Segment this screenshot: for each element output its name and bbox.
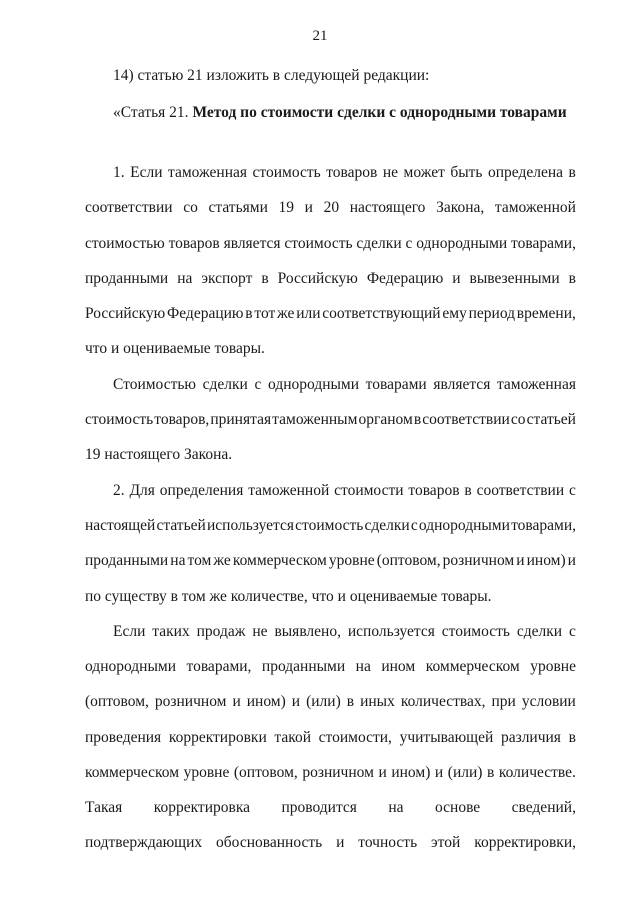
word: однородными	[418, 517, 510, 534]
word: с	[569, 623, 576, 640]
text-line: что и оцениваемые товары.	[85, 340, 265, 357]
word: 19	[278, 199, 295, 216]
word: ему	[442, 305, 467, 322]
word: используется	[347, 623, 435, 640]
word: в	[568, 270, 576, 287]
word: 2.	[113, 482, 125, 499]
word: однородными	[416, 235, 508, 252]
word: продаж	[196, 623, 246, 640]
word: розничном	[154, 693, 227, 710]
word: же	[277, 305, 295, 322]
word: проведения	[85, 729, 162, 746]
text-line	[85, 235, 576, 253]
text-line	[113, 482, 576, 500]
word: обоснованность	[216, 834, 323, 851]
word: том	[187, 552, 212, 569]
text-line	[85, 270, 576, 288]
word: коммерческом	[425, 658, 520, 675]
word: (или)	[447, 764, 483, 781]
word: с	[254, 376, 262, 393]
word: является	[223, 235, 281, 252]
word: (или)	[306, 693, 341, 710]
word: стоимость	[441, 623, 510, 640]
word: или	[296, 305, 321, 322]
word: и	[291, 693, 301, 710]
word: и	[452, 270, 461, 287]
text-line	[85, 517, 576, 535]
word: (оптовом,	[85, 693, 149, 710]
word: в	[346, 693, 355, 710]
word: проводится	[281, 799, 357, 816]
word: условии	[521, 693, 576, 710]
word: Для	[129, 482, 155, 499]
word: стоимости,	[318, 729, 392, 746]
article-heading	[113, 104, 567, 122]
word: 1.	[113, 164, 125, 181]
word: в	[464, 482, 472, 499]
text-line	[85, 764, 576, 782]
word: (оптовом,	[233, 764, 298, 781]
word: Закона,	[436, 199, 485, 216]
word: используется	[206, 517, 294, 534]
word: и	[336, 834, 345, 851]
word: стоимость	[252, 164, 321, 181]
word: со	[510, 411, 526, 428]
word: органом	[358, 411, 413, 428]
word: не	[382, 164, 399, 181]
word: товарами,	[186, 658, 252, 675]
word: с	[405, 235, 413, 252]
word: точность	[358, 834, 418, 851]
word: таможенная	[168, 164, 248, 181]
word: сделки	[364, 517, 410, 534]
word: с	[569, 482, 576, 499]
word: в	[568, 729, 576, 746]
word: такой	[274, 729, 312, 746]
text-line	[85, 552, 576, 570]
word: быть	[450, 164, 483, 181]
word: сведений,	[511, 799, 576, 816]
word: иных	[360, 693, 395, 710]
word: определения	[159, 482, 244, 499]
word: со	[183, 199, 198, 216]
word: принятая	[210, 411, 272, 428]
word: статьей	[156, 517, 206, 534]
text-line	[85, 834, 576, 852]
word: Если	[130, 164, 163, 181]
word: и	[567, 552, 576, 569]
word: однородными	[85, 658, 176, 675]
word: соответствии	[85, 199, 173, 216]
word: уровне	[328, 552, 375, 569]
word: 20	[323, 199, 340, 216]
page-number: 21	[312, 28, 328, 44]
word: корректировки,	[474, 834, 576, 851]
word: таможенной	[248, 482, 330, 499]
word: соответствующий	[322, 305, 441, 322]
word: различия	[500, 729, 561, 746]
word: в	[568, 164, 576, 181]
article-prefix: «Статья 21.	[113, 104, 193, 121]
word: товарами	[365, 376, 427, 393]
word: товаров	[408, 482, 460, 499]
word: на	[170, 552, 186, 569]
word: в	[487, 764, 495, 781]
word: товаров	[168, 235, 220, 252]
word: стоимость	[284, 235, 353, 252]
word: ином	[381, 658, 416, 675]
word: Российскую	[85, 305, 166, 322]
word: Такая	[85, 799, 123, 816]
word: соответствии	[476, 482, 565, 499]
word: проданными	[85, 270, 169, 287]
word: сделки	[202, 376, 248, 393]
word: стоимость	[85, 411, 154, 428]
word: корректировки	[168, 729, 267, 746]
word: коммерческом	[232, 552, 327, 569]
word: Если	[113, 623, 146, 640]
word: однородными	[268, 376, 360, 393]
word: Российскую	[277, 270, 358, 287]
word: проданными	[261, 658, 346, 675]
article-title: Метод по стоимости сделки с однородными товарами	[192, 104, 567, 121]
word: проданными	[85, 552, 169, 569]
word: корректировка	[153, 799, 250, 816]
word: в	[245, 305, 253, 322]
word: ином)	[391, 764, 431, 781]
word: не	[252, 623, 268, 640]
word: может	[403, 164, 445, 181]
word: соответствии	[422, 411, 510, 428]
word: тот	[254, 305, 276, 322]
word: экспорт	[201, 270, 253, 287]
word: сделки	[516, 623, 563, 640]
word: уровне	[183, 764, 230, 781]
text-line	[113, 376, 576, 394]
word: стоимость	[295, 517, 364, 534]
word: ином)	[526, 552, 566, 569]
word: Стоимостью	[113, 376, 196, 393]
word: розничном	[302, 764, 374, 781]
text-line: по существу в том же количестве, что и оцениваемые товары.	[85, 588, 492, 605]
word: и	[516, 552, 525, 569]
word: в	[261, 270, 269, 287]
word: стоимостью	[85, 235, 165, 252]
text-line	[85, 411, 576, 429]
word: и	[378, 764, 387, 781]
word: количестве.	[498, 764, 576, 781]
word: таможенным	[272, 411, 358, 428]
word: товарами,	[511, 235, 576, 252]
word: этой	[431, 834, 461, 851]
word: же	[213, 552, 231, 569]
text-line	[85, 729, 576, 747]
word: времени,	[516, 305, 576, 322]
word: с	[410, 517, 418, 534]
amendment-item-14: 14) статью 21 изложить в следующей редакции:	[113, 67, 430, 84]
word: товаров	[326, 164, 378, 181]
word: на	[355, 658, 371, 675]
word: таких	[152, 623, 190, 640]
word: (оптовом,	[376, 552, 441, 569]
word: на	[177, 270, 193, 287]
text-line	[113, 164, 576, 182]
text-line	[85, 799, 576, 817]
text-line	[85, 305, 576, 323]
word: товаров,	[154, 411, 210, 428]
word: статьей	[526, 411, 576, 428]
word: на	[388, 799, 404, 816]
word: в	[413, 411, 422, 428]
text-line	[85, 693, 576, 711]
word: является	[433, 376, 491, 393]
word: товарами,	[511, 517, 576, 534]
word: коммерческом	[85, 764, 180, 781]
word: стоимости	[334, 482, 404, 499]
word: настоящего	[349, 199, 426, 216]
word: ином)	[246, 693, 286, 710]
word: период	[468, 305, 516, 322]
word: выявлено,	[274, 623, 341, 640]
word: количествах,	[400, 693, 486, 710]
word: при	[491, 693, 516, 710]
word: розничном	[442, 552, 515, 569]
text-line	[113, 623, 576, 641]
text-line	[85, 199, 576, 217]
word: вывезенными	[469, 270, 560, 287]
word: настоящей	[85, 517, 156, 534]
word: и	[304, 199, 313, 216]
word: уровне	[530, 658, 576, 675]
word: и	[232, 693, 241, 710]
word: основе	[435, 799, 481, 816]
word: сделки	[356, 235, 402, 252]
word: подтверждающих	[85, 834, 203, 851]
word: таможенной	[494, 199, 576, 216]
text-line: 19 настоящего Закона.	[85, 446, 233, 463]
word: учитывающей	[399, 729, 494, 746]
text-line	[85, 658, 576, 676]
word: статьями	[208, 199, 268, 216]
word: и	[434, 764, 444, 781]
word: Федерацию	[366, 270, 444, 287]
word: таможенная	[496, 376, 576, 393]
word: Федерацию	[167, 305, 244, 322]
word: определена	[488, 164, 564, 181]
